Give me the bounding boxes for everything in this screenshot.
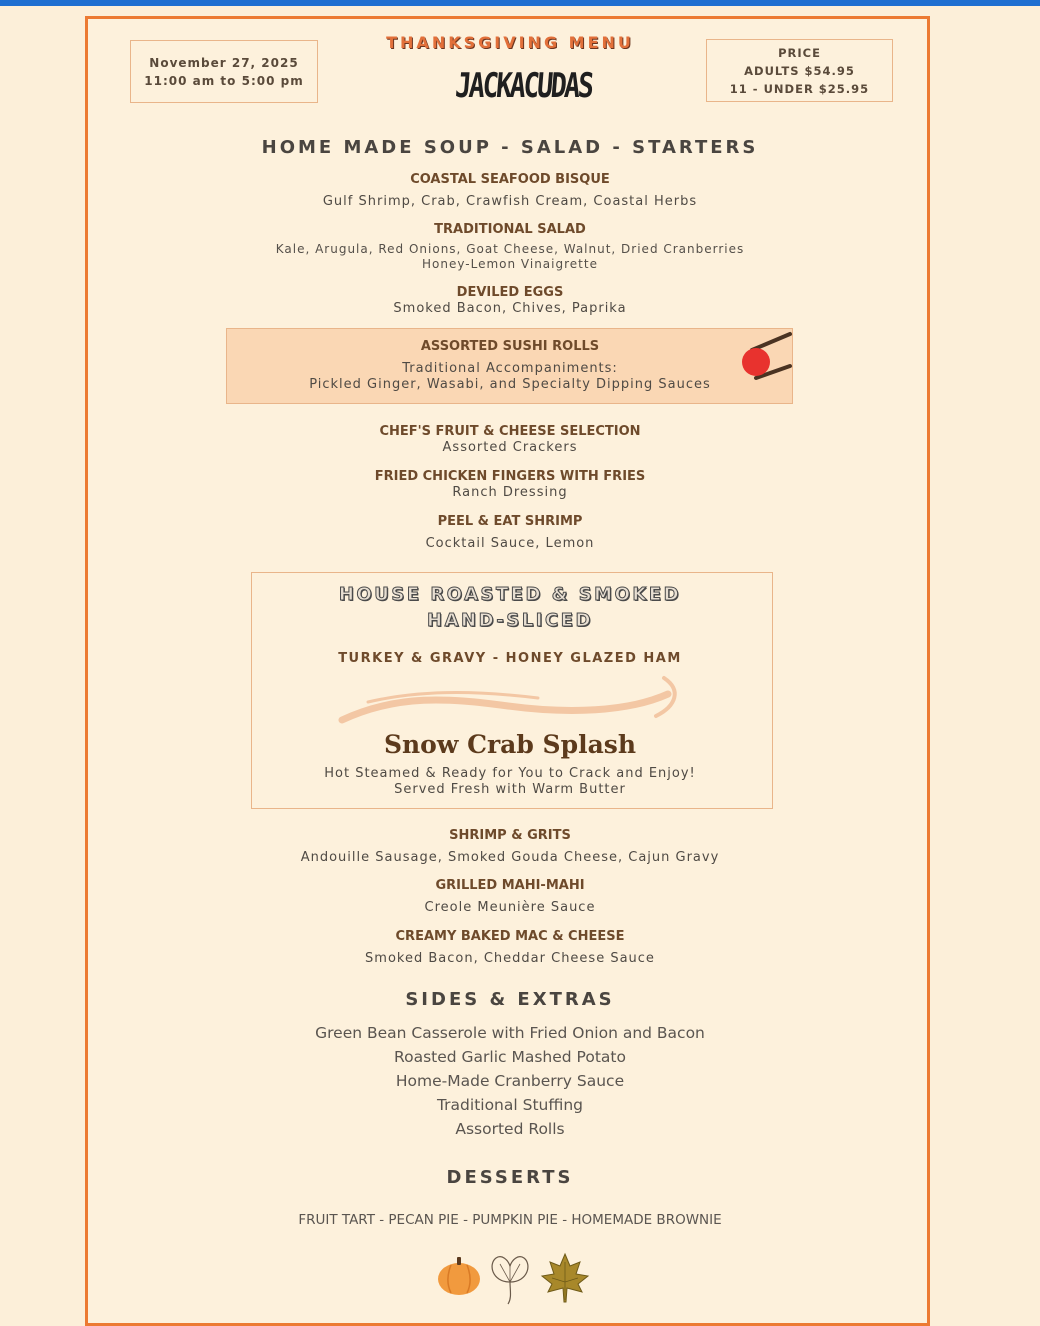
roast-title-line2: HAND-SLICED <box>427 610 593 631</box>
menu-item-title: COASTAL SEAFOOD BISQUE <box>410 172 610 187</box>
menu-item-title: TRADITIONAL SALAD <box>434 222 586 237</box>
menu-item-desc: Honey-Lemon Vinaigrette <box>422 257 598 271</box>
top-accent-bar <box>0 0 1040 6</box>
side-item: Assorted Rolls <box>455 1120 565 1138</box>
menu-item-title: FRIED CHICKEN FINGERS WITH FRIES <box>374 469 646 484</box>
menu-item-title: SHRIMP & GRITS <box>449 828 571 843</box>
crab-desc: Served Fresh with Warm Butter <box>394 782 626 797</box>
side-item: Traditional Stuffing <box>436 1096 584 1114</box>
menu-item-desc: Smoked Bacon, Cheddar Cheese Sauce <box>365 951 655 966</box>
menu-item-desc: Pickled Ginger, Wasabi, and Specialty Dipping Sauces <box>309 377 711 392</box>
ginkgo-leaf-icon <box>486 1252 534 1306</box>
price-label: PRICE <box>778 46 821 60</box>
roast-title-line1: HOUSE ROASTED & SMOKED <box>338 584 682 605</box>
menu-item-desc: Creole Meunière Sauce <box>424 900 596 915</box>
menu-item-desc: Gulf Shrimp, Crab, Crawfish Cream, Coastal Herbs <box>322 194 698 209</box>
roast-subtitle: TURKEY & GRAVY - HONEY GLAZED HAM <box>338 651 682 666</box>
menu-item-desc: Smoked Bacon, Chives, Paprika <box>393 301 627 316</box>
menu-item-desc: Cocktail Sauce, Lemon <box>425 536 595 551</box>
crab-desc: Hot Steamed & Ready for You to Crack and Enjoy! <box>324 766 696 781</box>
side-item: Roasted Garlic Mashed Potato <box>394 1048 626 1066</box>
menu-item-desc: Kale, Arugula, Red Onions, Goat Cheese, Walnut, Dried Cranberries <box>275 242 745 256</box>
price-adults: ADULTS $54.95 <box>744 64 855 78</box>
desserts-heading: DESSERTS <box>446 1167 574 1188</box>
crab-title: Snow Crab Splash <box>383 730 637 759</box>
side-item: Home-Made Cranberry Sauce <box>395 1072 625 1090</box>
menu-item-title: CHEF'S FRUIT & CHEESE SELECTION <box>379 424 641 439</box>
starters-heading: HOME MADE SOUP - SALAD - STARTERS <box>261 137 759 158</box>
brush-swoosh <box>338 672 688 728</box>
menu-item-title: GRILLED MAHI-MAHI <box>435 878 585 893</box>
menu-item-title: DEVILED EGGS <box>456 285 564 300</box>
menu-title: THANKSGIVING MENU <box>386 33 634 52</box>
price-kids: 11 - UNDER $25.95 <box>729 82 870 96</box>
menu-item-desc: Traditional Accompaniments: <box>402 361 618 376</box>
menu-item-title: ASSORTED SUSHI ROLLS <box>420 339 600 354</box>
pumpkin-icon <box>435 1253 483 1297</box>
event-date: November 27, 2025 <box>149 56 299 70</box>
menu-item-title: PEEL & EAT SHRIMP <box>437 514 583 529</box>
event-hours: 11:00 am to 5:00 pm <box>144 74 304 88</box>
desserts-list: FRUIT TART - PECAN PIE - PUMPKIN PIE - HOMEMADE BROWNIE <box>298 1212 722 1228</box>
date-box <box>130 40 318 103</box>
maple-leaf-icon <box>540 1252 590 1304</box>
menu-item-title: CREAMY BAKED MAC & CHEESE <box>395 929 625 944</box>
side-item: Green Bean Casserole with Fried Onion and Bacon <box>315 1024 705 1042</box>
menu-item-desc: Assorted Crackers <box>442 440 578 455</box>
menu-item-desc: Ranch Dressing <box>452 485 568 500</box>
price-box <box>706 39 893 102</box>
sushi-chopsticks-icon <box>738 330 794 382</box>
restaurant-logo: JACKACUDAS <box>453 66 594 106</box>
sides-heading: SIDES & EXTRAS <box>405 989 615 1010</box>
menu-item-desc: Andouille Sausage, Smoked Gouda Cheese, Cajun Gravy <box>300 850 720 865</box>
